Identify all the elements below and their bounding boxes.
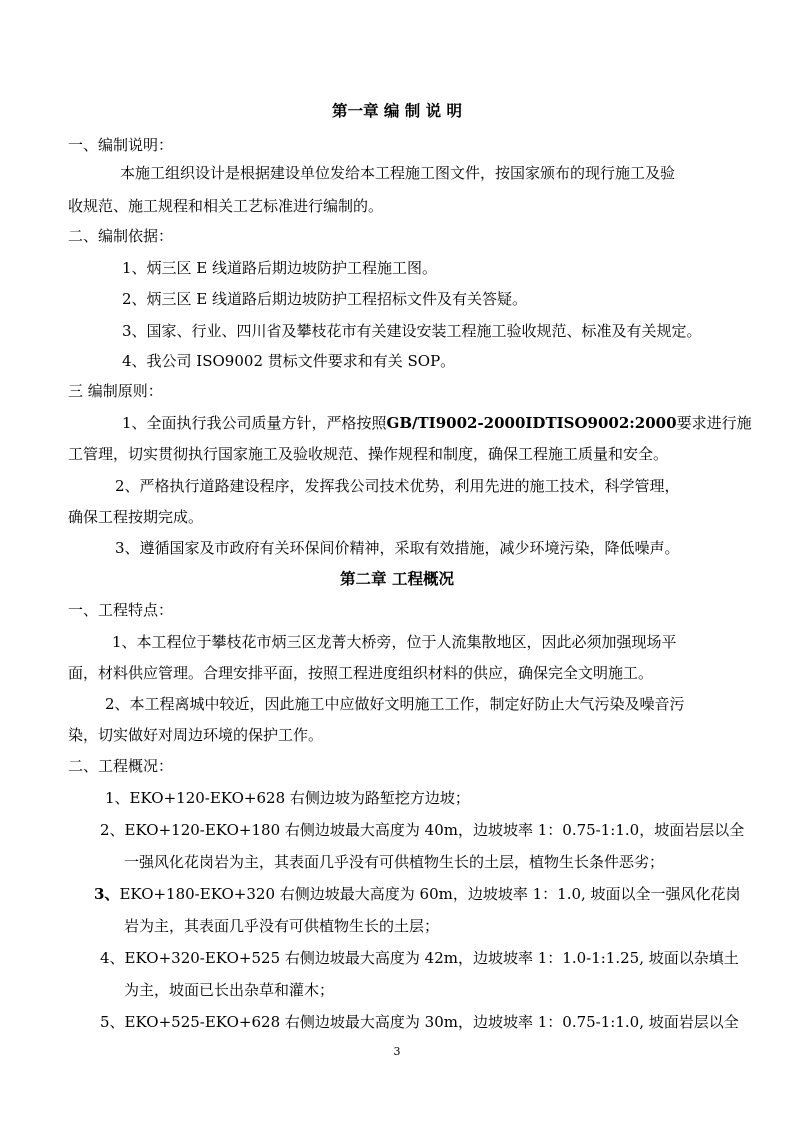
section-heading: 一、编制说明： [68,136,174,154]
paragraph-line: 工管理，切实贯彻执行国家施工及验收规范、操作规程和制度，确保工程施工质量和安全。 [68,445,669,463]
paragraph-line: 2、本工程离城中较近，因此施工中应做好文明施工工作，制定好防止大气污染及噪音污 [105,695,685,713]
chapter1-title: 第一章 编 制 说 明 [331,101,463,120]
list-item: 5、EKO+525-EKO+628 右侧边坡最大高度为 30m，边坡坡率 1：0.75-1:1.0, 坡面岩层以全 [100,1013,739,1031]
paragraph-text: 要求进行施 [676,414,752,432]
list-item: 1、炳三区 E 线道路后期边坡防护工程施工图。 [122,259,438,277]
paragraph-line: 2、严格执行道路建设程序，发挥我公司技术优势，利用先进的施工技术，科学管理， [115,477,680,495]
paragraph-line: 3、遵循国家及市政府有关环保间价精神，采取有效措施，减少环境污染，降低噪声。 [115,539,680,557]
page-number: 3 [393,1045,401,1058]
list-item: 4、EKO+320-EKO+525 右侧边坡最大高度为 42m，边坡坡率 1：1.0-1:1.25, 坡面以杂填土 [100,949,739,967]
paragraph-line: 面，材料供应管理。合理安排平面，按照工程进度组织材料的供应，确保完全文明施工。 [68,664,654,682]
section-heading: 二、编制依据： [68,227,174,245]
list-item-continuation: 一强风化花岗岩为主，其表面几乎没有可供植物生长的土层，植物生长条件恶劣； [124,853,665,871]
list-item-continuation: 为主，坡面已长出杂草和灌木； [124,981,335,999]
paragraph-line [122,413,794,433]
list-item [94,884,794,904]
paragraph-line: 本施工组织设计是根据建设单位发给本工程施工图文件，按国家颁布的现行施工及验 [120,164,676,182]
list-item: 4、我公司 ISO9002 贯标文件要求和有关 SOP。 [122,352,456,370]
paragraph-line: 收规范、施工规程和相关工艺标准进行编制的。 [68,197,384,215]
section-heading: 二、工程概况： [68,757,174,775]
standard-code: GB/TI9002-2000IDTISO9002:2000 [386,414,677,432]
paragraph-text: 1、全面执行我公司质量方针，严格按照 [122,414,387,432]
list-item: 2、炳三区 E 线道路后期边坡防护工程招标文件及有关答疑。 [122,290,528,308]
list-item: 3、国家、行业、四川省及攀枝花市有关建设安装工程施工验收规范、标准及有关规定。 [122,322,702,340]
list-item: 2、EKO+120-EKO+180 右侧边坡最大高度为 40m，边坡坡率 1：0.75-1:1.0，坡面岩层以全 [100,821,745,839]
paragraph-line: 染，切实做好对周边环境的保护工作。 [68,726,324,744]
list-item: 1、EKO+120-EKO+628 右侧边坡为路堑挖方边坡； [105,789,470,807]
list-item-continuation: 岩为主，其表面几乎没有可供植物生长的土层； [124,917,440,935]
chapter2-title: 第二章 工程概况 [340,569,454,588]
list-text: EKO+180-EKO+320 右侧边坡最大高度为 60m，边坡坡率 1：1.0, 坡面以全一强风化花岗 [119,885,741,903]
paragraph-line: 1、本工程位于攀枝花市炳三区龙菁大桥旁，位于人流集散地区，因此必须加强现场平 [112,633,677,651]
section-heading: 一、工程特点： [68,601,174,619]
section-heading: 三 编制原则： [68,382,163,400]
paragraph-line: 确保工程按期完成。 [68,508,204,526]
list-number: 3、 [94,885,120,903]
